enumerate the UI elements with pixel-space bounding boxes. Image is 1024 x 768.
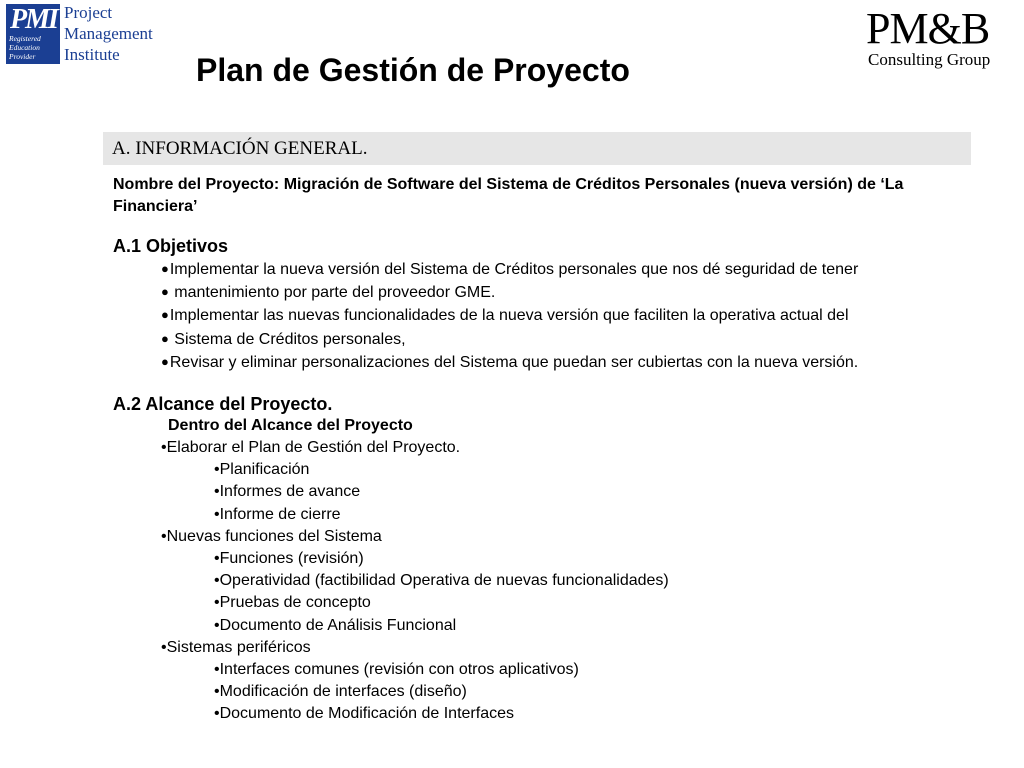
scope-subitem: •Interfaces comunes (revisión con otros aplicativos) — [214, 661, 579, 679]
scope-list — [161, 437, 669, 726]
project-name: Nombre del Proyecto: Migración de Software del Sistema de Créditos Personales (nueva versión) de ‘La Financiera’ — [113, 176, 904, 215]
page-title: Plan de Gestión de Proyecto — [196, 52, 630, 88]
section-header-label: A. INFORMACIÓN GENERAL. — [112, 138, 368, 159]
pmi-logo-word: Institute — [64, 45, 120, 64]
pmi-logo-small-line: Education — [9, 43, 40, 52]
objective-text: Implementar las nuevas funcionalidades de la nueva versión que faciliten la operativa actual del — [169, 307, 849, 325]
bullet-icon: ● — [161, 330, 169, 346]
pmi-logo — [6, 4, 152, 68]
pmb-logo-subtitle: Consulting Group — [868, 50, 991, 69]
section-header-bar — [103, 132, 971, 165]
pmi-logo-small-line: Provider — [9, 52, 36, 61]
scope-subitem: •Documento de Análisis Funcional — [214, 616, 457, 634]
objectives-heading: A.1 Objetivos — [113, 236, 229, 256]
scope-subitem: •Informes de avance — [214, 483, 361, 501]
scope-heading: A.2 Alcance del Proyecto. — [113, 394, 333, 414]
objectives-list — [161, 258, 858, 374]
scope-subitem: •Funciones (revisión) — [214, 550, 364, 568]
pmi-logo-word: Management — [64, 24, 153, 43]
objective-text: Sistema de Créditos personales, — [169, 330, 406, 348]
scope-subitem: •Informe de cierre — [214, 505, 341, 523]
objective-text: Revisar y eliminar personalizaciones del Sistema que puedan ser cubiertas con la nueva versión. — [169, 353, 859, 371]
scope-subitem: •Operatividad (factibilidad Operativa de nuevas funcionalidades) — [214, 572, 669, 590]
objective-line — [161, 258, 858, 281]
bullet-icon: ● — [161, 284, 169, 300]
pmi-logo-small-text — [9, 34, 59, 61]
pmi-logo-small-line: Registered — [9, 34, 41, 43]
pmi-logo-box — [6, 4, 60, 64]
bullet-icon: ● — [161, 353, 169, 369]
scope-subitem: •Planificación — [214, 461, 310, 479]
bullet-icon: ● — [161, 261, 169, 276]
objective-line — [161, 351, 858, 374]
scope-item: •Sistemas periféricos — [161, 638, 311, 656]
bullet-icon: ● — [161, 307, 169, 323]
scope-subitem: •Documento de Modificación de Interfaces — [214, 705, 514, 723]
objective-line — [161, 281, 858, 304]
pmb-logo-mark: PM&B — [866, 4, 990, 53]
pmb-logo — [866, 6, 1016, 72]
scope-subheading: Dentro del Alcance del Proyecto — [168, 417, 413, 434]
scope-item: •Nuevas funciones del Sistema — [161, 527, 382, 545]
objective-text: mantenimiento por parte del proveedor GME. — [169, 284, 496, 302]
objective-line — [161, 328, 858, 351]
scope-item: •Elaborar el Plan de Gestión del Proyecto. — [161, 439, 461, 456]
objective-line — [161, 304, 858, 327]
objective-text: Implementar la nueva versión del Sistema de Créditos personales que nos dé seguridad de tener — [169, 261, 859, 278]
pmi-logo-word: Project — [64, 3, 113, 22]
pmi-logo-mark: PMI — [10, 4, 57, 35]
pmi-logo-words — [64, 2, 153, 65]
scope-subitem: •Modificación de interfaces (diseño) — [214, 683, 467, 701]
scope-subitem: •Pruebas de concepto — [214, 594, 371, 612]
